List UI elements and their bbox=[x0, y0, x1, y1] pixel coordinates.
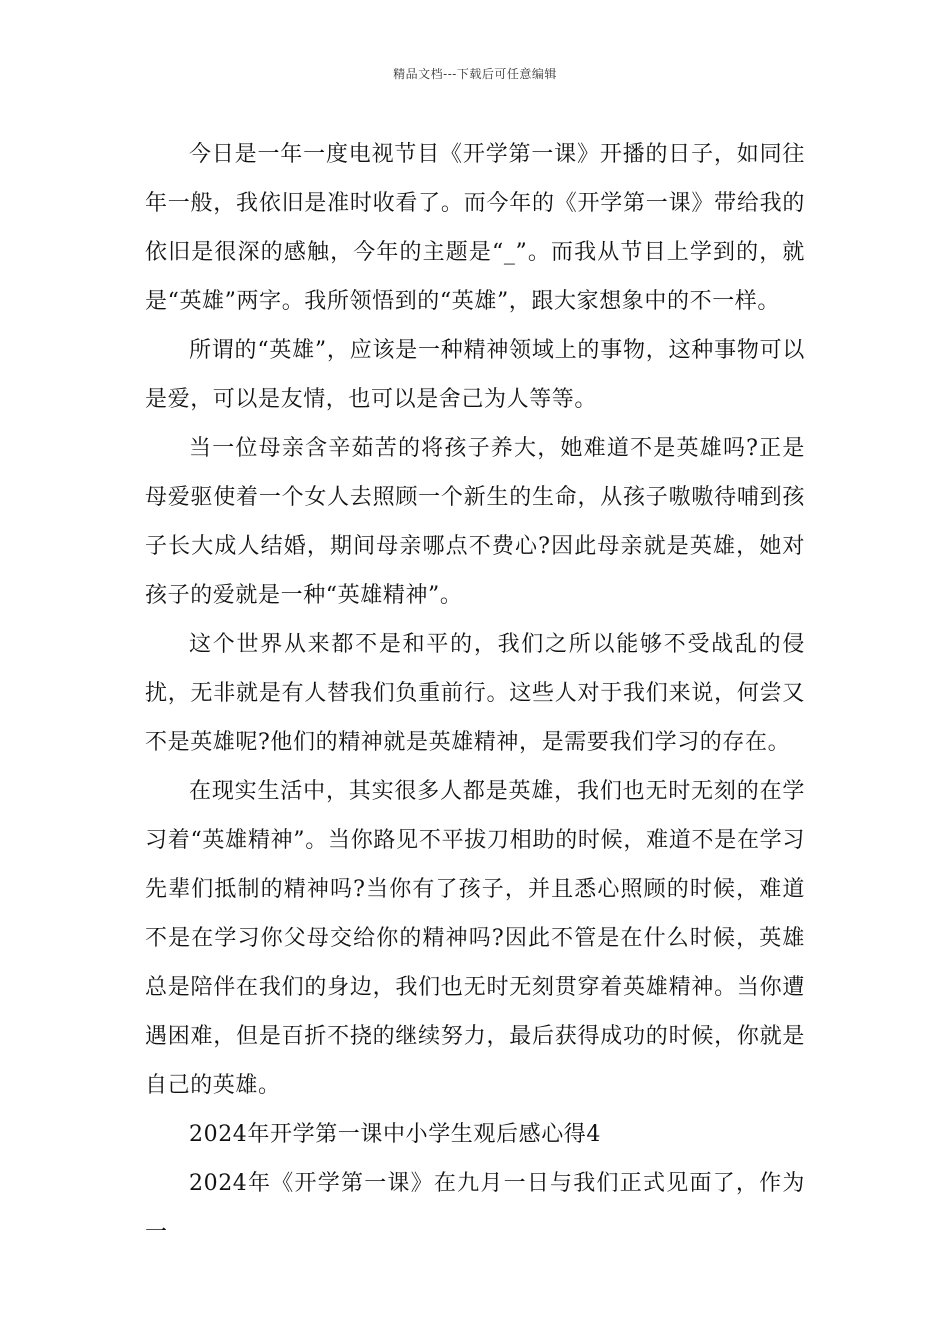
page-header: 精品文档---下载后可任意编辑 bbox=[393, 67, 557, 81]
paragraph-4: 这个世界从来都不是和平的，我们之所以能够不受战乱的侵扰，无非就是有人替我们负重前行。这些人对于我们来说，何尝又不是英雄呢?他们的精神就是英雄精神，是需要我们学习的存在。 bbox=[145, 632, 805, 755]
paragraph-1: 今日是一年一度电视节目《开学第一课》开播的日子，如同往年一般，我依旧是准时收看了。而今年的《开学第一课》带给我的依旧是很深的感触，今年的主题是“_”。而我从节目上学到的，就是“英雄”两字。我所领悟到的“英雄”，跟大家想象中的不一样。 bbox=[145, 142, 805, 314]
paragraph-2: 所谓的“英雄”，应该是一种精神领域上的事物，这种事物可以是爱，可以是友情，也可以是舍己为人等等。 bbox=[145, 338, 805, 412]
paragraph-3: 当一位母亲含辛茹苦的将孩子养大，她难道不是英雄吗?正是母爱驱使着一个女人去照顾一个新生的生命，从孩子嗷嗷待哺到孩子长大成人结婚，期间母亲哪点不费心?因此母亲就是英雄，她对孩子的爱就是一种“英雄精神”。 bbox=[145, 436, 805, 608]
paragraph-6: 2024年《开学第一课》在九月一日与我们正式见面了，作为一 bbox=[145, 1171, 805, 1245]
paragraph-5: 在现实生活中，其实很多人都是英雄，我们也无时无刻的在学习着“英雄精神”。当你路见不平拔刀相助的时候，难道不是在学习先辈们抵制的精神吗?当你有了孩子，并且悉心照顾的时候，难道不是在学习你父母交给你的精神吗?因此不管是在什么时候，英雄总是陪伴在我们的身边，我们也无时无刻贯穿着英雄精神。当你遭遇困难，但是百折不挠的继续努力，最后获得成功的时候，你就是自己的英雄。 bbox=[145, 779, 805, 1098]
section-title: 2024年开学第一课中小学生观后感心得4 bbox=[189, 1122, 601, 1147]
document-body bbox=[145, 130, 805, 1257]
